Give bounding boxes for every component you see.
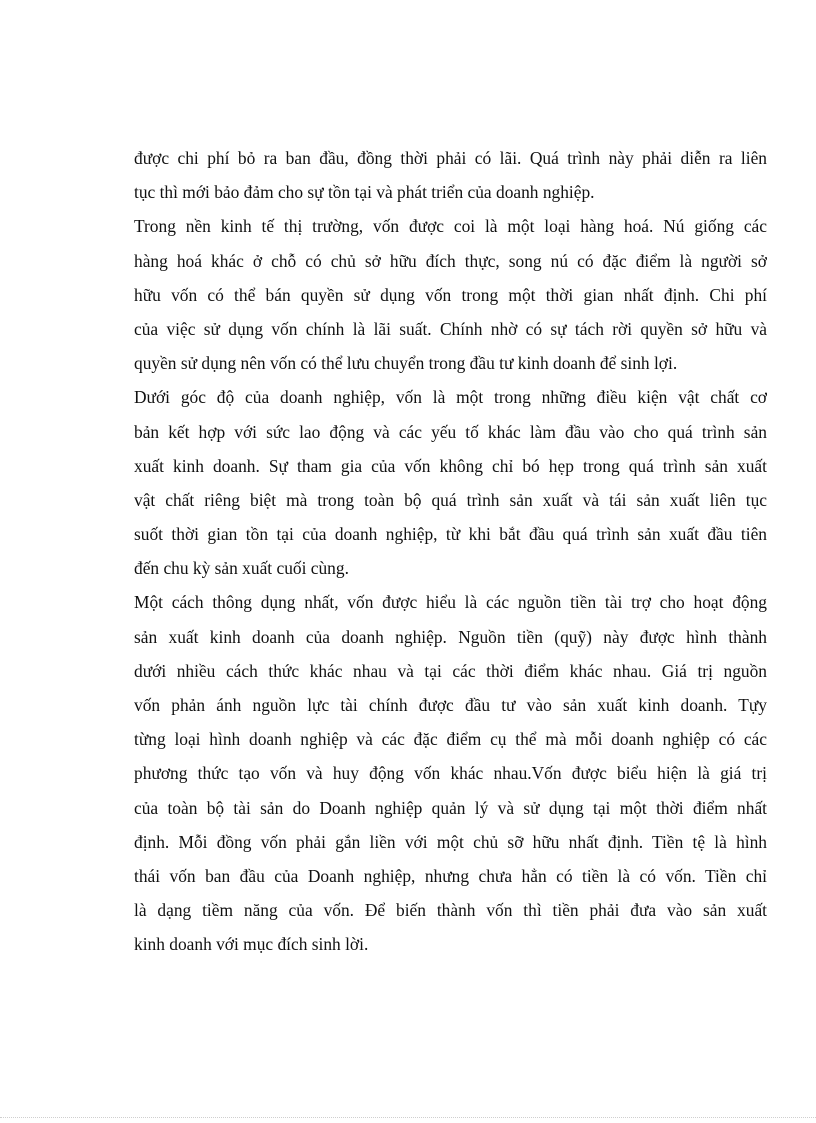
text-line: sản xuất kinh doanh của doanh nghiệp. Nguồn tiền (quỹ) này được hình thành (134, 626, 767, 647)
text-line: kinh doanh với mục đích sinh lời. (134, 934, 369, 955)
text-line: suốt thời gian tồn tại của doanh nghiệp, từ khi bắt đầu quá trình sản xuất đầu tiên (134, 524, 767, 545)
text-line: tục thì mới bảo đảm cho sự tồn tại và phát triển của doanh nghiệp. (134, 182, 595, 203)
text-line: hàng hoá khác ở chỗ có chủ sở hữu đích thực, song nú có đặc điểm là người sở (134, 250, 767, 271)
text-line: xuất kinh doanh. Sự tham gia của vốn không chỉ bó hẹp trong quá trình sản xuất (134, 455, 767, 476)
text-line: được chi phí bỏ ra ban đầu, đồng thời phải có lãi. Quá trình này phải diễn ra liên (134, 148, 767, 168)
text-line: vật chất riêng biệt mà trong toàn bộ quá trình sản xuất và tái sản xuất liên tục (134, 489, 767, 510)
text-line: quyền sử dụng nên vốn có thể lưu chuyển trong đầu tư kinh doanh để sinh lợi. (134, 353, 678, 374)
text-line: Dưới góc độ của doanh nghiệp, vốn là một trong những điều kiện vật chất cơ (134, 387, 767, 408)
text-line: của việc sử dụng vốn chính là lãi suất. Chính nhờ có sự tách rời quyền sở hữu và (134, 318, 767, 339)
text-line: dưới nhiều cách thức khác nhau và tại các thời điểm khác nhau. Giá trị nguồn (134, 660, 767, 681)
body-text (134, 141, 767, 962)
text-line: đến chu kỳ sản xuất cuối cùng. (134, 558, 349, 579)
text-line: thái vốn ban đầu của Doanh nghiệp, nhưng chưa hẳn có tiền là có vốn. Tiền chỉ (134, 865, 767, 886)
text-line: phương thức tạo vốn và huy động vốn khác nhau.Vốn được biểu hiện là giá trị (134, 763, 767, 784)
page-bottom-divider (0, 1117, 816, 1118)
text-line: Một cách thông dụng nhất, vốn được hiểu là các nguồn tiền tài trợ cho hoạt động (134, 592, 767, 613)
text-line: của toàn bộ tài sản do Doanh nghiệp quản lý và sử dụng tại một thời điểm nhất (134, 797, 767, 818)
text-line: là dạng tiềm năng của vốn. Để biến thành vốn thì tiền phải đưa vào sản xuất (134, 900, 767, 921)
text-line: định. Mỗi đồng vốn phải gắn liền với một chủ sỡ hữu nhất định. Tiền tệ là hình (134, 831, 767, 852)
text-line: Trong nền kinh tế thị trường, vốn được coi là một loại hàng hoá. Nú giống các (134, 216, 767, 237)
text-line: bản kết hợp với sức lao động và các yếu tố khác làm đầu vào cho quá trình sản (134, 421, 767, 442)
text-line: từng loại hình doanh nghiệp và các đặc điểm cụ thể mà mỗi doanh nghiệp có các (134, 729, 767, 750)
text-line: vốn phản ánh nguồn lực tài chính được đầu tư vào sản xuất kinh doanh. Tựy (134, 695, 767, 715)
text-line: hữu vốn có thể bán quyền sử dụng vốn trong một thời gian nhất định. Chi phí (134, 284, 767, 305)
